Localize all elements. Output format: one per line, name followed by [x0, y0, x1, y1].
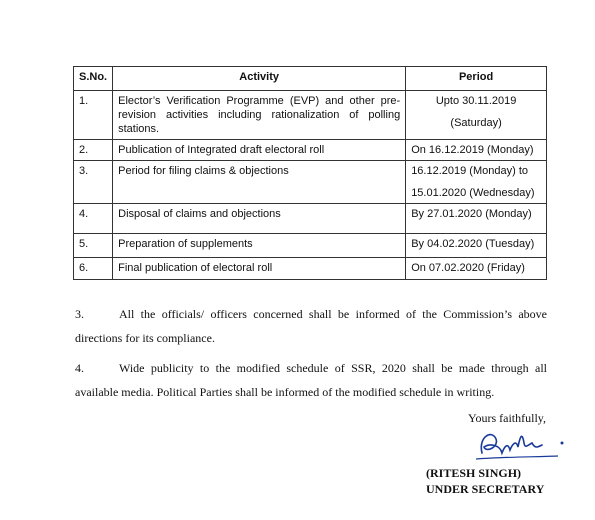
- schedule-table: [73, 66, 547, 280]
- period-line: On 16.12.2019 (Monday): [411, 144, 534, 156]
- paragraph-3: [75, 302, 547, 350]
- row-activity: Final publication of electoral roll: [113, 258, 406, 280]
- row-sno: 2.: [74, 140, 113, 161]
- period-line: 16.12.2019 (Monday) to: [411, 165, 528, 177]
- table-row: [74, 161, 547, 204]
- header-sno: S.No.: [74, 67, 113, 91]
- table-row: [74, 91, 547, 140]
- period-line: By 04.02.2020 (Tuesday): [411, 238, 535, 250]
- row-sno: 4.: [74, 204, 113, 234]
- paragraph-4: [75, 356, 547, 404]
- period-line: (Saturday): [450, 117, 502, 129]
- row-sno: 5.: [74, 234, 113, 258]
- table-row: [74, 234, 547, 258]
- table-row: [74, 258, 547, 280]
- signature-mark: [472, 423, 582, 468]
- period-line: 15.01.2020 (Wednesday): [411, 187, 535, 199]
- period-line: By 27.01.2020 (Monday): [411, 208, 532, 220]
- row-sno: 3.: [74, 161, 113, 204]
- row-sno: 6.: [74, 258, 113, 280]
- salutation: Yours faithfully,: [468, 411, 547, 425]
- period-line: On 07.02.2020 (Friday): [411, 262, 525, 274]
- paragraph-text: All the officials/ officers concerned shall be informed of the Commission’s above directions for its compliance.: [75, 307, 547, 345]
- paragraph-number: 3.: [75, 307, 84, 321]
- signatory-designation: UNDER SECRETARY: [426, 482, 545, 496]
- row-period: [406, 258, 547, 280]
- table-row: [74, 204, 547, 234]
- row-period: [406, 204, 547, 234]
- signatory-name: (RITESH SINGH): [426, 466, 522, 480]
- row-activity: Elector’s Verification Programme (EVP) and other pre-revision activities including rationalization of polling stations.: [113, 91, 406, 140]
- row-period: [406, 234, 547, 258]
- row-activity: Disposal of claims and objections: [113, 204, 406, 234]
- header-period: Period: [406, 67, 547, 91]
- row-activity: Period for filing claims & objections: [113, 161, 406, 204]
- paragraph-text: Wide publicity to the modified schedule of SSR, 2020 shall be made through all available media. Political Parties shall be informed of the modified schedule in writing.: [75, 361, 547, 399]
- row-activity: Preparation of supplements: [113, 234, 406, 258]
- row-period: [406, 91, 547, 140]
- row-period: [406, 161, 547, 204]
- header-activity: Activity: [113, 67, 406, 91]
- period-line: Upto 30.11.2019: [435, 95, 517, 107]
- row-sno: 1.: [74, 91, 113, 140]
- table-row: [74, 140, 547, 161]
- row-period: [406, 140, 547, 161]
- row-activity: Publication of Integrated draft electoral roll: [113, 140, 406, 161]
- table-header-row: [74, 67, 547, 91]
- paragraph-number: 4.: [75, 361, 84, 375]
